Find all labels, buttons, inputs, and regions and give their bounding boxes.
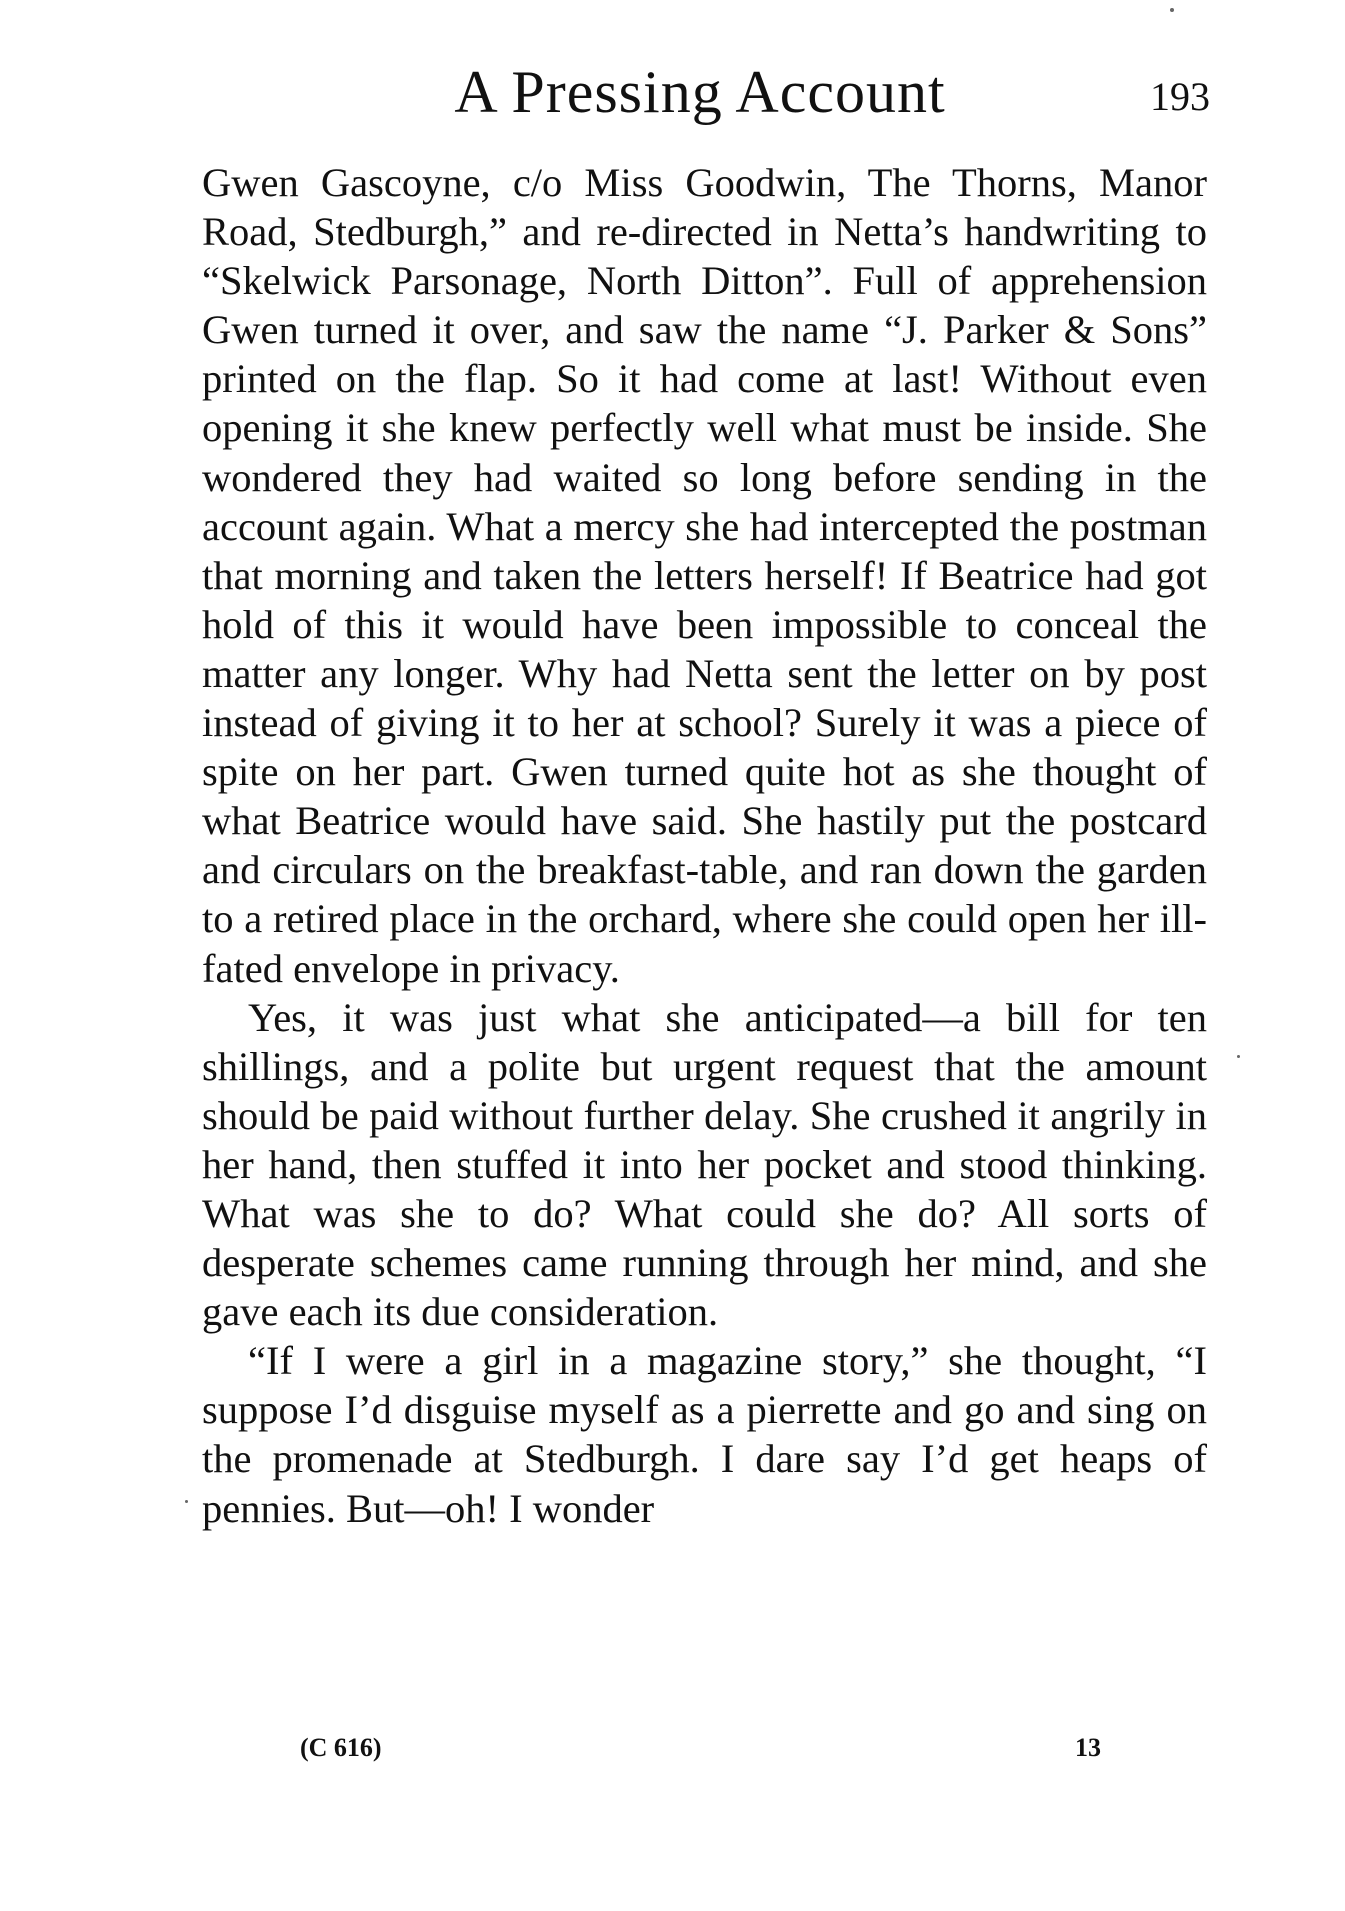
page-number: 193 bbox=[1150, 74, 1210, 119]
running-head bbox=[200, 52, 1210, 132]
print-speck bbox=[1237, 1055, 1240, 1058]
body-text bbox=[202, 158, 1207, 1533]
print-speck bbox=[1170, 8, 1174, 12]
print-speck bbox=[185, 1500, 188, 1503]
paragraph-continued: Gwen Gascoyne, c/o Miss Goodwin, The Thorns, Manor Road, Stedburgh,” and re-directed in Netta’s handwriting to “Skelwick Parsonage, North Ditton”. Full of apprehension Gwen turned it over, and saw the name “J. Parker & Sons” printed on the flap. So it had come at last! Without even opening it she knew perfectly well what must be inside. She wondered they had waited so long before sending in the account again. What a mercy she had intercepted the postman that morning and taken the letters herself! If Beatrice had got hold of this it would have been impossible to conceal the matter any longer. Why had Netta sent the letter on by post instead of giving it to her at school? Surely it was a piece of spite on her part. Gwen turned quite hot as she thought of what Beatrice would have said. She hastily put the postcard and circulars on the breakfast-table, and ran down the garden to a retired place in the orchard, where she could open her ill-fated envelope in privacy. bbox=[202, 160, 1207, 991]
signature-code: (C 616) bbox=[300, 1733, 382, 1762]
paragraph-bill: Yes, it was just what she anticipated—a bill for ten shillings, and a polite but urgent request that the amount should be paid without further delay. She crushed it angrily in her hand, then stuffed it into her pocket and stood thinking. What was she to do? What could she do? All sorts of desperate schemes came running through her mind, and she gave each its due consideration. bbox=[202, 994, 1207, 1335]
signature-number: 13 bbox=[1075, 1733, 1101, 1762]
paragraph-magazine-story: “If I were a girl in a magazine story,” she thought, “I suppose I’d disguise myself as a pierrette and go and sing on the promenade at Stedburgh. I dare say I’d get heaps of pennies. But—oh! I wonder bbox=[202, 1338, 1207, 1531]
running-title: A Pressing Account bbox=[454, 59, 946, 125]
page-footer bbox=[0, 1728, 1345, 1768]
